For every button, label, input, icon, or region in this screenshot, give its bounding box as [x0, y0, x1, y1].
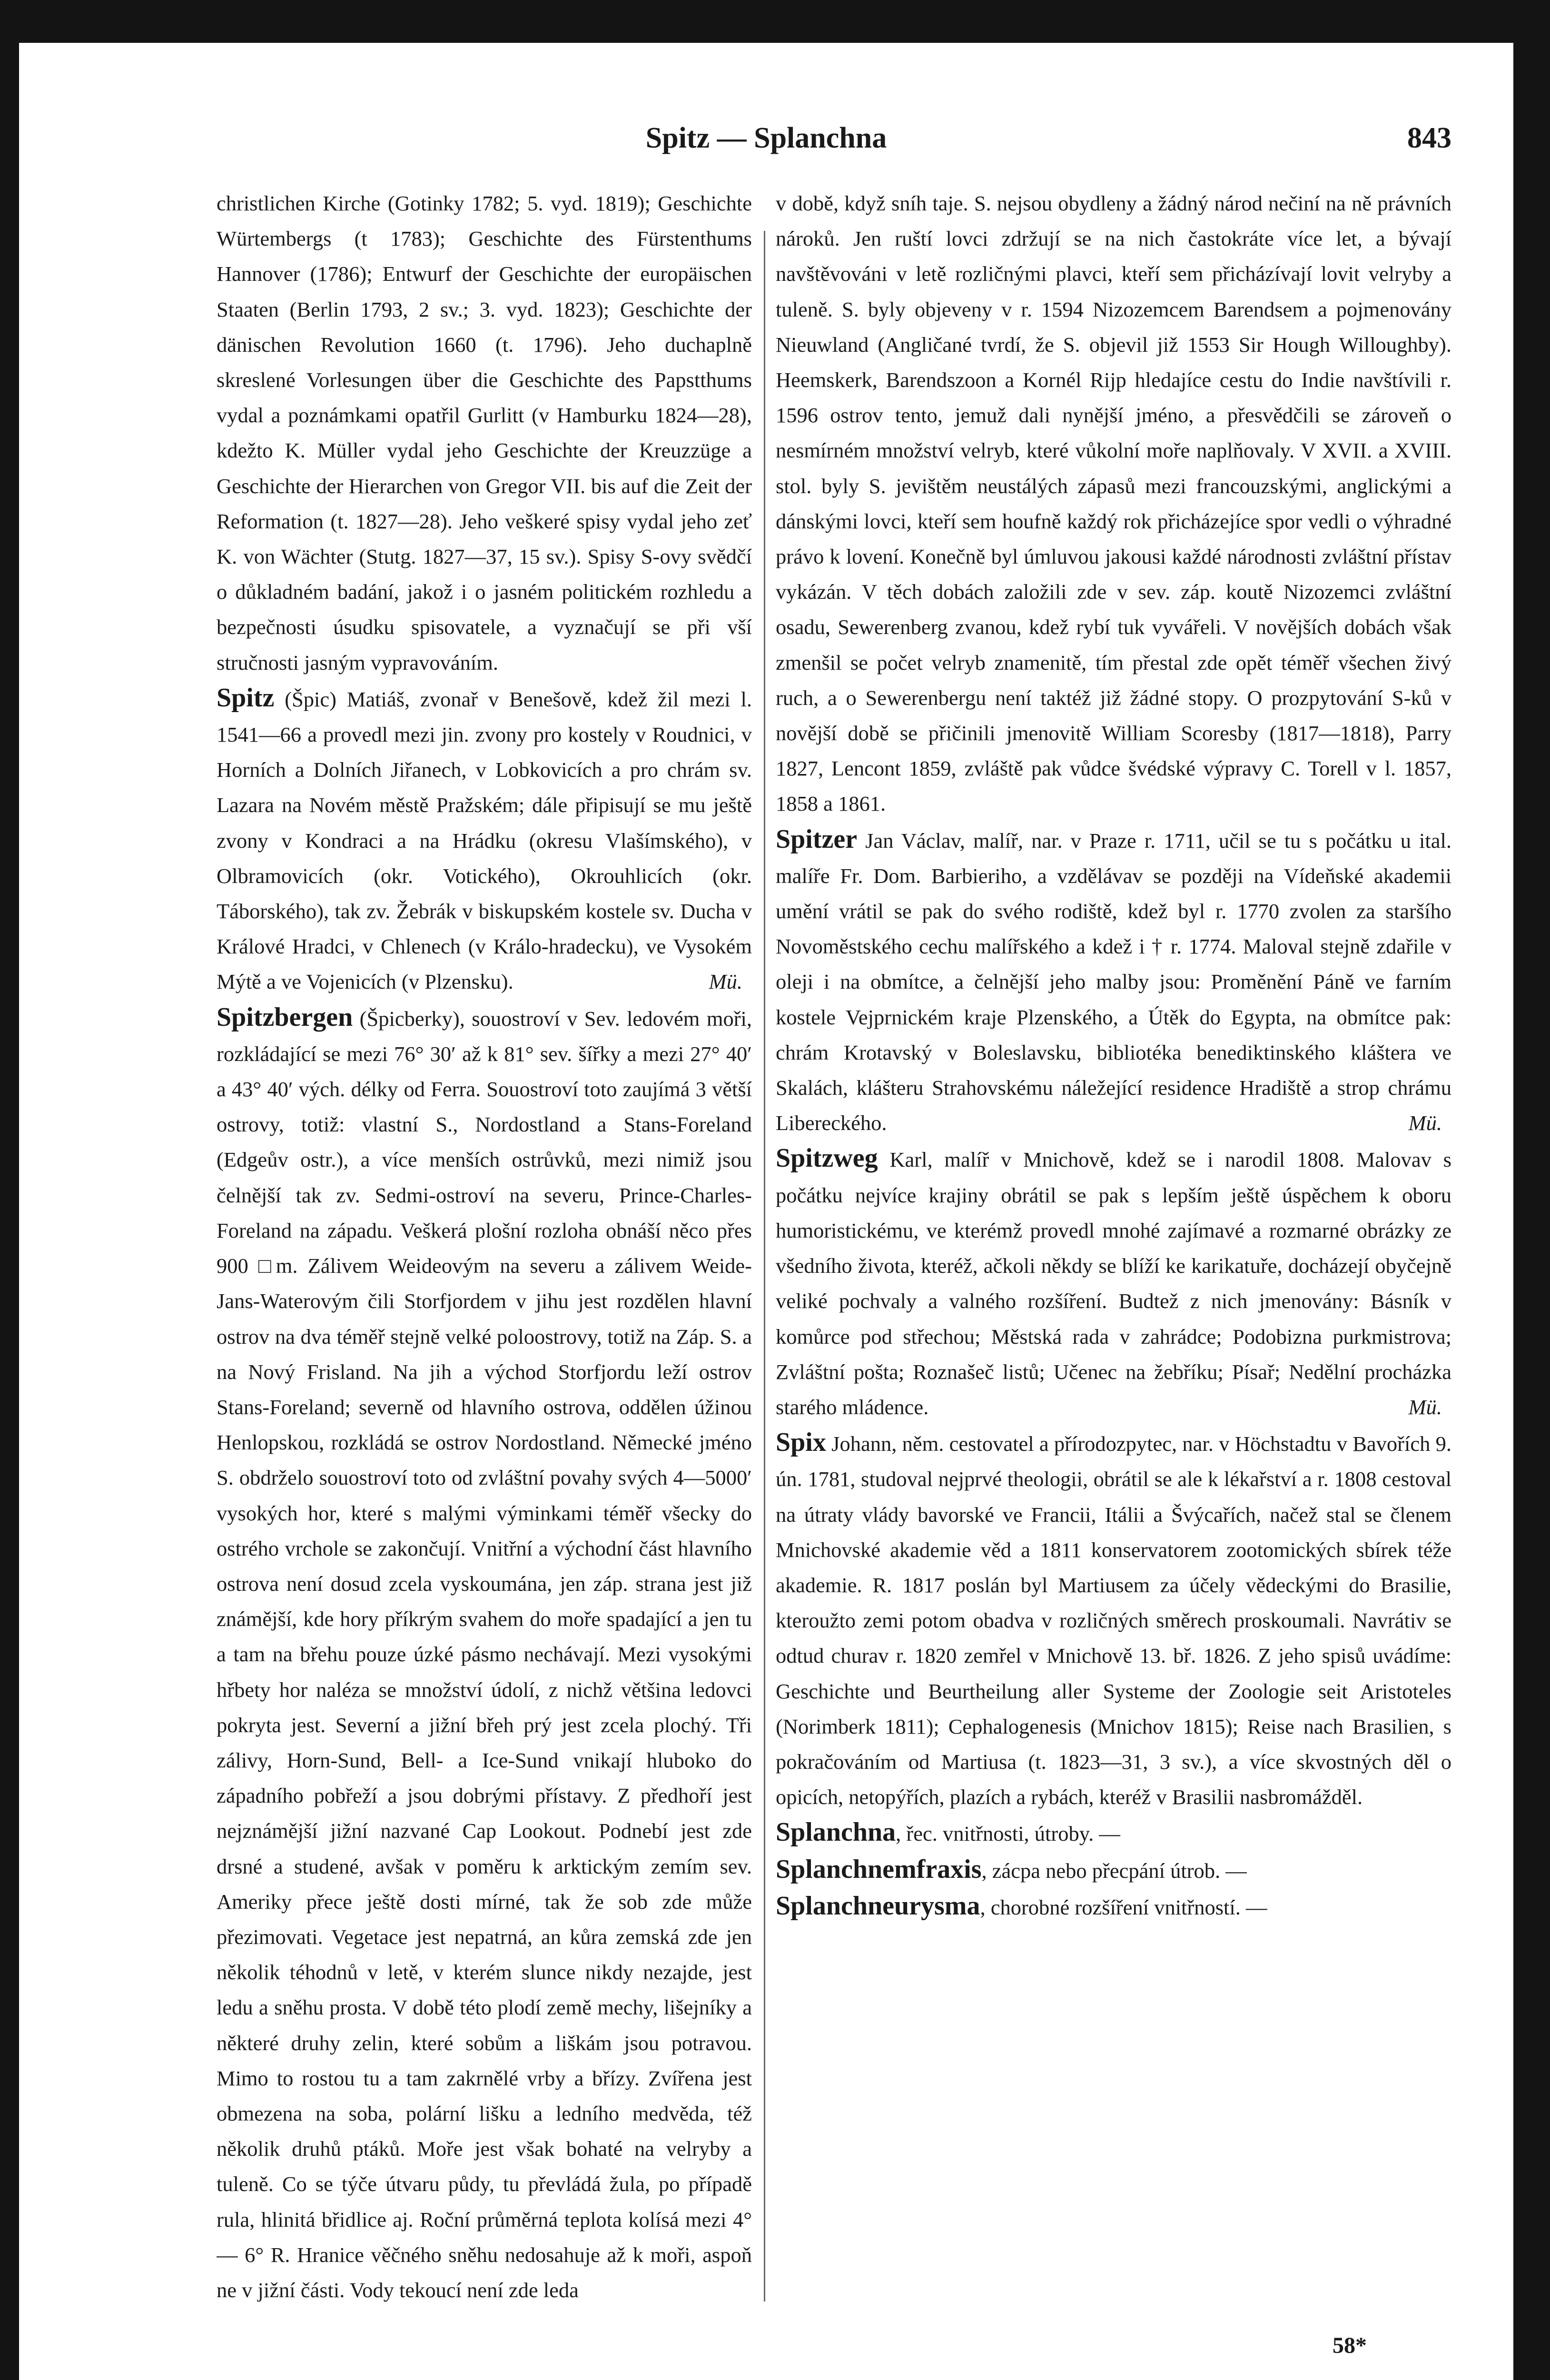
entry-spix-text: Johann, něm. cestovatel a přírodozpytec, nar. v Höchstadtu v Bavořích 9. ún. 1781, studoval nejprvé theologii, obrátil se ale k lékařství a r. 1808 cestoval na útraty vlády bavorské ve Francii, Itálii a Švýcařích, načež stal se členem Mnichovské akademie věd a 1811 konservatorem zootomických sbírek téže akademie. R. 1817 poslán byl Martiusem za účely vědeckými do Brasilie, kteroužto zemi potom obadva v rozličných směrech proskoumali. Navrátiv se odtud churav r. 1820 zemřel v Mnichově 13. bř. 1826. Z jeho spisů uvádíme: Geschichte und Beurtheilung aller Systeme der Zoologie seit Aristoteles (Norimberk 1811); Cephalogenesis (Mnichov 1815); Reise nach Brasilien, s pokračováním od Martiusa (t. 1823—31, 3 sv.), a více skvostných děl o opicích, netopýřích, plazích a rybách, kteréž v Brasilii nasbromážděl. [776, 1432, 1451, 1809]
entry-splanchna-text: , řec. vnitřnosti, útroby. — [896, 1822, 1120, 1846]
entry-splanchneurysma-text: , chorobné rozšíření vnitřností. — [980, 1895, 1267, 1919]
column-divider [764, 231, 765, 2301]
paragraph-continued-right: v době, když sníh taje. S. nejsou obydleny a žádný národ nečiní na ně právních nároků. Jen ruští lovci zdržují se na nich častokráte více let, a bývají navštěvováni v letě rozličnými plavci, kteří sem přicházívají lovit velryby a tuleně. S. byly objeveny v r. 1594 Nizozemcem Barendsem a pojmenovány Nieuwland (Angličané tvrdí, že S. objevil již 1553 Sir Hough Willoughby). Heemskerk, Barendszoon a Kornél Rijp hledajíce cestu do Indie navštívili r. 1596 ostrov tento, jemuž dali nynější jméno, a přesvědčili se zároveň o nesmírném množství velryb, které vůkolní moře naplňovaly. V XVII. a XVIII. stol. byly S. jevištěm neustálých zápasů mezi francouzskými, anglickými a dánskými lovci, kteří sem houfně každý rok přicházejíce spor vedli o výhradné právo k lovení. Konečně byl úmluvou jakousi každé národnosti zvláštní přístav vykázán. V těch dobách založili zde v sev. záp. koutě Nizozemci zvláštní osadu, Sewerenberg zvanou, kdež rybí tuk vyvářeli. V novějších dobách však zmenšil se počet velryb znamenitě, tím přestal zde opět téměř všechen živý ruch, a o Sewerenbergu není taktéž již žádné stopy. O prozpytování S-ků v novější době se přičinili jmenovitě William Scoresby (1817—1818), Parry 1827, Lencont 1859, zvláště pak vůdce švédské výpravy C. Torell v l. 1857, 1858 a 1861. [776, 191, 1451, 816]
running-header [19, 121, 1513, 174]
headword-spitz: Spitz [217, 683, 275, 713]
headword-spitzer: Spitzer [776, 824, 858, 854]
entry-spitz-text: (Špic) Matiáš, zvonař v Benešově, kdež žil mezi l. 1541—66 a provedl mezi jin. zvony pro kostely v Roudnici, v Horních a Dolních Jiřanech, v Lobkovicích a pro chrám sv. Lazara na Novém městě Pražském; dále připisují se mu ještě zvony v Kondraci a na Hrádku (okresu Vlašímského), v Olbramovicích (okr. Votického), Okrouhlicích (okr. Táborského), tak zv. Žebrák v biskupském kostele sv. Ducha v Králové Hradci, v Chlenech (v Králo-hradecku), ve Vysokém Mýtě a ve Vojenicích (v Plzensku). [217, 687, 752, 994]
left-column [217, 186, 752, 2375]
right-column [776, 186, 1451, 2375]
entry-spitzbergen-text: (Špicberky), souostroví v Sev. ledovém moři, rozkládající se mezi 76° 30′ až k 81° sev. šířky a mezi 27° 40′ a 43° 40′ vých. délky od Ferra. Souostroví toto zaujímá 3 větší ostrovy, totiž: vlastní S., Nordostland a Stans-Foreland (Edgeův ostr.), a více menších ostrůvků, mezi nimiž jsou čelnější tak zv. Sedmi-ostroví na severu, Prince-Charles-Foreland na západu. Veškerá plošní rozloha obnáší něco přes 900 □m. Zálivem Weideovým na severu a zálivem Weide-Jans-Waterovým čili Storfjordem v jihu jest rozdělen hlavní ostrov na dva téměř stejně velké poloostrovy, totiž na Záp. S. a na Nový Frisland. Na jih a východ Storfjordu leží ostrov Stans-Foreland; severně od hlavního ostrova, oddělen úžinou Henlopskou, rozkládá se ostrov Nordostland. Německé jméno S. obdrželo souostroví toto od zvláštní povahy svých 4—5000′ vysokých hor, které s malými výminkami téměř všecky do ostrého vrchole se zakončují. Vnitřní a východní část hlavního ostrova není dosud zcela vyskoumána, jen záp. strana jest již známější, kde hory příkrým svahem do moře spadající a jen tu a tam na břehu pouze úzké pásmo nechávají. Mezi vysokými hřbety hor naléza se množství údolí, z nichž většina ledovci pokryta jest. Severní a jižní břeh prý jest zcela plochý. Tři zálivy, Horn-Sund, Bell- a Ice-Sund vnikají hluboko do západního pobřeží a jsou dobrými přístavy. Z předhoří jest nejznámější jižní nazvané Cap Lookout. Podnebí jest zde drsné a studené, avšak v poměru k arktickým zemím sev. Ameriky přece ještě dosti mírné, tak že sob zde může přezimovati. Vegetace jest nepatrná, an kůra zemská zde jen několik téhodnů v letě, v kterém slunce nikdy nezajde, jest ledu a sněhu prosta. V době této plodí země mechy, lišejníky a některé druhy zelin, které sobům a liškám jsou potravou. Mimo to rostou tu a tam zakrnělé vrby a břízy. Zvířena jest obmezena na soba, polární lišku a ledního medvěda, též několik druhů ptáků. Moře jest však bohaté na velryby a tuleně. Co se týče útvaru půdy, tu převládá žula, po případě rula, hlinitá břidlice aj. Roční průměrná teplota kolísá mezi 4°— 6° R. Hranice věčného sněhu nedosahuje až k moři, aspoň ne v jižní části. Vody tekoucí není zde leda [217, 1006, 752, 2302]
author-signature: Mü. [709, 970, 742, 994]
entry-splanchna [776, 1815, 1451, 1851]
headword-splanchnemfraxis: Splanchnemfraxis [776, 1854, 982, 1884]
headword-splanchneurysma: Splanchneurysma [776, 1891, 980, 1921]
entry-splanchnemfraxis [776, 1852, 1451, 1888]
signature-mark: 58* [1333, 2333, 1367, 2358]
entry-spitzer [776, 822, 1451, 1141]
entry-splanchneurysma [776, 1888, 1451, 1925]
author-signature: Mü. [1408, 1395, 1442, 1419]
entry-spitzweg-text: Karl, malíř v Mnichově, kdež se i narodil 1808. Malovav s počátku nejvíce krajiny obrátil se pak s lepším ještě úspěchem k oboru humoristickému, ve kterémž provedl mnohé zajímavé a rozmarné obrázky ze všedního života, kteréž, ačkoli někdy se blíží ke karikatuře, docházejí obyčejně veliké pochvaly a valného rozšíření. Budtež z nich jmenovány: Básník v komůrce pod střechou; Městská rada v zahrádce; Podobizna purkmistrova; Zvláštní pošta; Roznašeč listů; Učenec na žebříku; Písař; Nedělní procházka starého mládence. [776, 1148, 1451, 1419]
paragraph-continued: christlichen Kirche (Gotinky 1782; 5. vyd. 1819); Geschichte Würtembergs (t 1783); Geschichte des Fürstenthums Hannover (1786); Entwurf der Geschichte der europäischen Staaten (Berlin 1793, 2 sv.; 3. vyd. 1823); Geschichte der dänischen Revolution 1660 (t. 1796). Jeho duchaplně skreslené Vorlesungen über die Geschichte des Papstthums vydal a poznámkami opatřil Gurlitt (v Hamburku 1824—28), kdežto K. Müller vydal jeho Geschichte der Kreuzzüge a Geschichte der Hierarchen von Gregor VII. bis auf die Zeit der Reformation (t. 1827—28). Jeho veškeré spisy vydal jeho zeť K. von Wächter (Stutg. 1827—37, 15 sv.). Spisy S-ovy svědčí o důkladném badání, jakož i o jasném politickém rozhledu a bezpečnosti úsudku spisovatele, a vyznačují se při vší stručnosti jasným vypravováním. [217, 191, 752, 674]
headword-spitzbergen: Spitzbergen [217, 1002, 353, 1032]
entry-spitzweg [776, 1140, 1451, 1425]
book-page [19, 43, 1513, 2380]
headword-splanchna: Splanchna [776, 1817, 896, 1847]
running-title: Spitz — Splanchna [645, 122, 887, 154]
entry-spix [776, 1425, 1451, 1815]
author-signature: Mü. [1408, 1111, 1442, 1135]
entry-spitzbergen [217, 1000, 752, 2308]
page-number: 843 [1407, 122, 1451, 154]
entry-splanchnemfraxis-text: , zácpa nebo přecpání útrob. — [981, 1858, 1247, 1883]
entry-spitz [217, 680, 752, 1000]
headword-spix: Spix [776, 1428, 826, 1458]
headword-spitzweg: Spitzweg [776, 1143, 878, 1173]
entry-spitzer-text: Jan Václav, malíř, nar. v Praze r. 1711, učil se tu s počátku u ital. malíře Fr. Dom. Barbieriho, a vzdělávav se později na Vídeňské akademii umění vrátil se pak do svého rodiště, kdež byl r. 1770 zvolen za staršího Novoměstského cechu malířského a kdež i † r. 1774. Maloval stejně zdařile v oleji i na obmítce, a čelnější jeho malby jsou: Proměnění Páně ve farním kostele Vejprnickém kraje Plzenského, a Útěk do Egypta, na obmítce pak: chrám Krotavský v Boleslavsku, bibliotéka benediktinského kláštera ve Skalách, klášteru Strahovskému náležející residence Hradiště a strop chrámu Libereckého. [776, 828, 1451, 1135]
